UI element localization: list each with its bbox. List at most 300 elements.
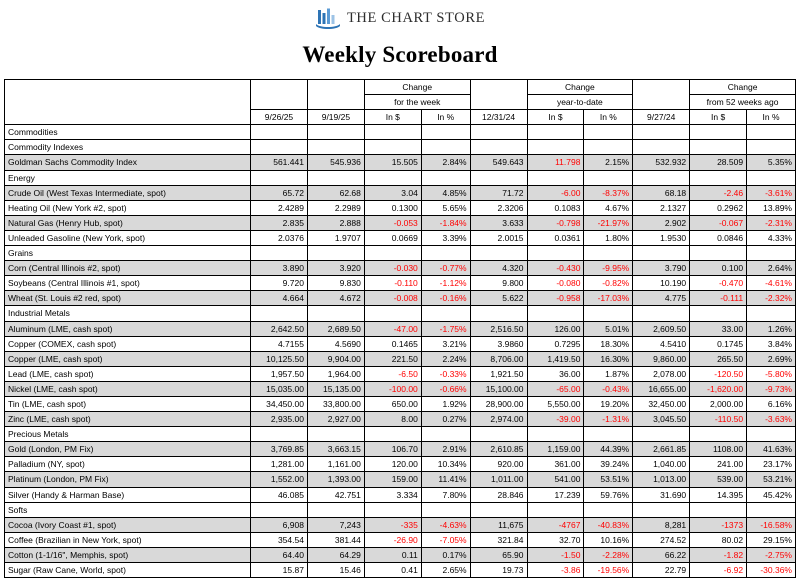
row-label: Aluminum (LME, cash spot) bbox=[5, 321, 251, 336]
row-label: Crude Oil (West Texas Intermediate, spot) bbox=[5, 185, 251, 200]
row-value: 2.4289 bbox=[251, 200, 308, 215]
row-value: 11.41% bbox=[421, 472, 470, 487]
row-value: 1.87% bbox=[584, 366, 633, 381]
row-value: 0.1745 bbox=[690, 336, 747, 351]
row-value: -4.61% bbox=[747, 276, 796, 291]
section-empty-cell bbox=[747, 125, 796, 140]
section-empty-cell bbox=[747, 246, 796, 261]
row-value: 45.42% bbox=[747, 487, 796, 502]
row-value: 2,661.85 bbox=[633, 442, 690, 457]
row-label: Palladium (NY, spot) bbox=[5, 457, 251, 472]
section-empty-cell bbox=[307, 246, 364, 261]
row-value: 9,904.00 bbox=[307, 351, 364, 366]
section-empty-cell bbox=[527, 502, 584, 517]
row-value: 3.920 bbox=[307, 261, 364, 276]
section-empty-cell bbox=[633, 306, 690, 321]
header-group-52w-line1: Change bbox=[690, 80, 796, 95]
row-value: -0.43% bbox=[584, 381, 633, 396]
row-value: 539.00 bbox=[690, 472, 747, 487]
row-value: -1.84% bbox=[421, 215, 470, 230]
row-value: -1.82 bbox=[690, 547, 747, 562]
row-value: -2.75% bbox=[747, 547, 796, 562]
section-empty-cell bbox=[251, 125, 308, 140]
section-empty-cell bbox=[421, 125, 470, 140]
row-value: 2,927.00 bbox=[307, 412, 364, 427]
row-value: 62.68 bbox=[307, 185, 364, 200]
row-value: -3.61% bbox=[747, 185, 796, 200]
row-value: 0.17% bbox=[421, 547, 470, 562]
row-value: -4767 bbox=[527, 517, 584, 532]
row-value: 159.00 bbox=[364, 472, 421, 487]
row-value: 19.20% bbox=[584, 396, 633, 411]
row-label: Wheat (St. Louis #2 red, spot) bbox=[5, 291, 251, 306]
header-group-week-line2: for the week bbox=[364, 95, 470, 110]
header-date-9-26-25: 9/26/25 bbox=[251, 110, 308, 125]
row-value: 3.633 bbox=[470, 215, 527, 230]
row-value: 2,610.85 bbox=[470, 442, 527, 457]
section-label: Softs bbox=[5, 502, 251, 517]
section-label: Commodity Indexes bbox=[5, 140, 251, 155]
table-row bbox=[5, 351, 796, 366]
table-row bbox=[5, 200, 796, 215]
row-value: 71.72 bbox=[470, 185, 527, 200]
table-row bbox=[5, 276, 796, 291]
table-row bbox=[5, 381, 796, 396]
row-value: -19.56% bbox=[584, 563, 633, 578]
row-value: -6.50 bbox=[364, 366, 421, 381]
row-label: Platinum (London, PM Fix) bbox=[5, 472, 251, 487]
section-empty-cell bbox=[470, 502, 527, 517]
row-value: 17.239 bbox=[527, 487, 584, 502]
row-value: 2.84% bbox=[421, 155, 470, 170]
section-empty-cell bbox=[527, 306, 584, 321]
row-value: 3.9860 bbox=[470, 336, 527, 351]
row-value: -4.63% bbox=[421, 517, 470, 532]
row-value: 2.65% bbox=[421, 563, 470, 578]
section-empty-cell bbox=[307, 125, 364, 140]
row-value: -0.958 bbox=[527, 291, 584, 306]
row-value: 4.33% bbox=[747, 230, 796, 245]
row-value: 354.54 bbox=[251, 532, 308, 547]
table-row bbox=[5, 261, 796, 276]
section-empty-cell bbox=[307, 306, 364, 321]
row-value: -2.28% bbox=[584, 547, 633, 562]
header-spacer-date2 bbox=[307, 80, 364, 110]
row-value: -21.97% bbox=[584, 215, 633, 230]
section-empty-cell bbox=[251, 502, 308, 517]
table-row bbox=[5, 517, 796, 532]
header-ytd-in-dollars: In $ bbox=[527, 110, 584, 125]
row-value: 650.00 bbox=[364, 396, 421, 411]
row-value: 1108.00 bbox=[690, 442, 747, 457]
section-empty-cell bbox=[307, 502, 364, 517]
section-empty-cell bbox=[747, 502, 796, 517]
section-row bbox=[5, 125, 796, 140]
row-value: -3.86 bbox=[527, 563, 584, 578]
header-date-9-19-25: 9/19/25 bbox=[307, 110, 364, 125]
row-value: 221.50 bbox=[364, 351, 421, 366]
section-empty-cell bbox=[470, 246, 527, 261]
section-label: Energy bbox=[5, 170, 251, 185]
row-value: 65.72 bbox=[251, 185, 308, 200]
row-value: -0.77% bbox=[421, 261, 470, 276]
section-empty-cell bbox=[584, 502, 633, 517]
row-value: -0.030 bbox=[364, 261, 421, 276]
row-value: 1,159.00 bbox=[527, 442, 584, 457]
row-value: 1,921.50 bbox=[470, 366, 527, 381]
table-row bbox=[5, 442, 796, 457]
row-value: -0.33% bbox=[421, 366, 470, 381]
row-value: 46.085 bbox=[251, 487, 308, 502]
row-value: 1,013.00 bbox=[633, 472, 690, 487]
section-empty-cell bbox=[364, 246, 421, 261]
section-empty-cell bbox=[470, 140, 527, 155]
table-row bbox=[5, 412, 796, 427]
section-empty-cell bbox=[307, 140, 364, 155]
row-value: 361.00 bbox=[527, 457, 584, 472]
header-52w-in-percent: In % bbox=[747, 110, 796, 125]
row-value: 274.52 bbox=[633, 532, 690, 547]
row-value: -30.36% bbox=[747, 563, 796, 578]
row-value: 32.70 bbox=[527, 532, 584, 547]
table-row bbox=[5, 185, 796, 200]
header-corner-cell bbox=[5, 80, 251, 125]
section-empty-cell bbox=[584, 170, 633, 185]
section-empty-cell bbox=[470, 170, 527, 185]
row-value: 545.936 bbox=[307, 155, 364, 170]
row-label: Unleaded Gasoline (New York, spot) bbox=[5, 230, 251, 245]
row-value: 2,642.50 bbox=[251, 321, 308, 336]
table-row bbox=[5, 457, 796, 472]
row-value: -39.00 bbox=[527, 412, 584, 427]
section-empty-cell bbox=[633, 125, 690, 140]
row-value: 0.100 bbox=[690, 261, 747, 276]
section-empty-cell bbox=[747, 427, 796, 442]
section-empty-cell bbox=[690, 502, 747, 517]
section-empty-cell bbox=[251, 306, 308, 321]
row-value: -0.110 bbox=[364, 276, 421, 291]
row-label: Zinc (LME, cash spot) bbox=[5, 412, 251, 427]
row-value: 2,516.50 bbox=[470, 321, 527, 336]
row-value: 80.02 bbox=[690, 532, 747, 547]
row-value: -335 bbox=[364, 517, 421, 532]
row-value: -0.067 bbox=[690, 215, 747, 230]
row-value: 2.1327 bbox=[633, 200, 690, 215]
section-empty-cell bbox=[633, 502, 690, 517]
row-value: 2.69% bbox=[747, 351, 796, 366]
section-empty-cell bbox=[364, 502, 421, 517]
row-value: 1.9707 bbox=[307, 230, 364, 245]
row-value: 7,243 bbox=[307, 517, 364, 532]
section-empty-cell bbox=[690, 427, 747, 442]
section-empty-cell bbox=[251, 427, 308, 442]
header-week-in-dollars: In $ bbox=[364, 110, 421, 125]
row-value: 1,281.00 bbox=[251, 457, 308, 472]
row-value: 8,706.00 bbox=[470, 351, 527, 366]
row-value: 0.1465 bbox=[364, 336, 421, 351]
row-label: Natural Gas (Henry Hub, spot) bbox=[5, 215, 251, 230]
row-value: 2.2989 bbox=[307, 200, 364, 215]
section-empty-cell bbox=[421, 140, 470, 155]
row-value: 2.15% bbox=[584, 155, 633, 170]
table-row bbox=[5, 396, 796, 411]
row-value: 3,769.85 bbox=[251, 442, 308, 457]
row-value: 1,419.50 bbox=[527, 351, 584, 366]
row-value: 0.1083 bbox=[527, 200, 584, 215]
row-label: Coffee (Brazilian in New York, spot) bbox=[5, 532, 251, 547]
row-value: -65.00 bbox=[527, 381, 584, 396]
row-value: 4.664 bbox=[251, 291, 308, 306]
row-value: 5,550.00 bbox=[527, 396, 584, 411]
section-empty-cell bbox=[364, 306, 421, 321]
row-label: Cocoa (Ivory Coast #1, spot) bbox=[5, 517, 251, 532]
row-value: 4.85% bbox=[421, 185, 470, 200]
row-value: 10.190 bbox=[633, 276, 690, 291]
row-value: 2.835 bbox=[251, 215, 308, 230]
row-value: -47.00 bbox=[364, 321, 421, 336]
row-value: 3.790 bbox=[633, 261, 690, 276]
row-value: 241.00 bbox=[690, 457, 747, 472]
row-value: -3.63% bbox=[747, 412, 796, 427]
row-value: 64.29 bbox=[307, 547, 364, 562]
header-ytd-in-percent: In % bbox=[584, 110, 633, 125]
row-value: -110.50 bbox=[690, 412, 747, 427]
table-row bbox=[5, 336, 796, 351]
brand-header bbox=[0, 0, 800, 30]
section-empty-cell bbox=[633, 170, 690, 185]
row-value: 15,135.00 bbox=[307, 381, 364, 396]
section-empty-cell bbox=[584, 246, 633, 261]
section-row bbox=[5, 170, 796, 185]
section-empty-cell bbox=[690, 170, 747, 185]
row-value: 1,552.00 bbox=[251, 472, 308, 487]
row-value: 34,450.00 bbox=[251, 396, 308, 411]
row-value: 561.441 bbox=[251, 155, 308, 170]
row-value: 0.0361 bbox=[527, 230, 584, 245]
header-spacer-date1 bbox=[251, 80, 308, 110]
table-row bbox=[5, 532, 796, 547]
row-value: -1373 bbox=[690, 517, 747, 532]
header-group-ytd-line2: year-to-date bbox=[527, 95, 633, 110]
row-value: 381.44 bbox=[307, 532, 364, 547]
row-value: 2.3206 bbox=[470, 200, 527, 215]
table-row bbox=[5, 563, 796, 578]
row-value: 1,161.00 bbox=[307, 457, 364, 472]
row-label: Nickel (LME, cash spot) bbox=[5, 381, 251, 396]
section-empty-cell bbox=[747, 140, 796, 155]
row-value: -0.111 bbox=[690, 291, 747, 306]
section-empty-cell bbox=[364, 140, 421, 155]
row-value: 0.2962 bbox=[690, 200, 747, 215]
row-value: -0.798 bbox=[527, 215, 584, 230]
page-title: Weekly Scoreboard bbox=[302, 42, 498, 67]
header-spacer-date3 bbox=[470, 80, 527, 110]
row-value: 3,663.15 bbox=[307, 442, 364, 457]
row-value: -40.83% bbox=[584, 517, 633, 532]
row-value: 1,964.00 bbox=[307, 366, 364, 381]
row-value: 4.7155 bbox=[251, 336, 308, 351]
row-value: 36.00 bbox=[527, 366, 584, 381]
row-value: 106.70 bbox=[364, 442, 421, 457]
row-value: 19.73 bbox=[470, 563, 527, 578]
row-value: 11,675 bbox=[470, 517, 527, 532]
row-value: 32,450.00 bbox=[633, 396, 690, 411]
row-value: -7.05% bbox=[421, 532, 470, 547]
row-value: 4.672 bbox=[307, 291, 364, 306]
section-empty-cell bbox=[747, 170, 796, 185]
row-value: 64.40 bbox=[251, 547, 308, 562]
row-value: 28.846 bbox=[470, 487, 527, 502]
row-value: -16.58% bbox=[747, 517, 796, 532]
row-value: 2.91% bbox=[421, 442, 470, 457]
section-empty-cell bbox=[421, 246, 470, 261]
row-value: 29.15% bbox=[747, 532, 796, 547]
row-label: Lead (LME, cash spot) bbox=[5, 366, 251, 381]
row-value: 2,000.00 bbox=[690, 396, 747, 411]
row-value: 15.46 bbox=[307, 563, 364, 578]
row-value: 4.5690 bbox=[307, 336, 364, 351]
row-value: 41.63% bbox=[747, 442, 796, 457]
row-value: 549.643 bbox=[470, 155, 527, 170]
table-header-group-row bbox=[5, 80, 796, 95]
table-row bbox=[5, 321, 796, 336]
section-empty-cell bbox=[364, 125, 421, 140]
row-value: 8,281 bbox=[633, 517, 690, 532]
row-value: -0.080 bbox=[527, 276, 584, 291]
row-value: -2.46 bbox=[690, 185, 747, 200]
row-label: Soybeans (Central Illinois #1, spot) bbox=[5, 276, 251, 291]
row-value: -26.90 bbox=[364, 532, 421, 547]
section-empty-cell bbox=[633, 427, 690, 442]
row-label: Silver (Handy & Harman Base) bbox=[5, 487, 251, 502]
row-value: -0.82% bbox=[584, 276, 633, 291]
row-value: 1,393.00 bbox=[307, 472, 364, 487]
section-empty-cell bbox=[527, 170, 584, 185]
brand-name: THE CHART STORE bbox=[346, 10, 486, 26]
row-value: 0.27% bbox=[421, 412, 470, 427]
row-label: Tin (LME, cash spot) bbox=[5, 396, 251, 411]
row-value: 0.41 bbox=[364, 563, 421, 578]
section-empty-cell bbox=[690, 140, 747, 155]
section-empty-cell bbox=[307, 427, 364, 442]
row-value: 1,957.50 bbox=[251, 366, 308, 381]
row-value: 3.84% bbox=[747, 336, 796, 351]
row-value: 0.11 bbox=[364, 547, 421, 562]
row-value: 5.01% bbox=[584, 321, 633, 336]
row-value: 23.17% bbox=[747, 457, 796, 472]
row-value: -0.430 bbox=[527, 261, 584, 276]
section-empty-cell bbox=[421, 170, 470, 185]
row-value: 2,609.50 bbox=[633, 321, 690, 336]
section-empty-cell bbox=[584, 427, 633, 442]
row-value: 13.89% bbox=[747, 200, 796, 215]
section-empty-cell bbox=[690, 306, 747, 321]
section-empty-cell bbox=[584, 306, 633, 321]
row-value: 44.39% bbox=[584, 442, 633, 457]
row-value: 2,935.00 bbox=[251, 412, 308, 427]
row-value: -1,620.00 bbox=[690, 381, 747, 396]
section-empty-cell bbox=[584, 140, 633, 155]
row-value: 22.79 bbox=[633, 563, 690, 578]
section-empty-cell bbox=[633, 140, 690, 155]
row-value: 532.932 bbox=[633, 155, 690, 170]
section-empty-cell bbox=[584, 125, 633, 140]
row-value: 6.16% bbox=[747, 396, 796, 411]
row-value: 66.22 bbox=[633, 547, 690, 562]
section-empty-cell bbox=[527, 246, 584, 261]
row-value: 0.0669 bbox=[364, 230, 421, 245]
row-value: -1.12% bbox=[421, 276, 470, 291]
row-value: 4.775 bbox=[633, 291, 690, 306]
row-value: 16,655.00 bbox=[633, 381, 690, 396]
row-value: 3.890 bbox=[251, 261, 308, 276]
section-empty-cell bbox=[364, 427, 421, 442]
section-empty-cell bbox=[421, 427, 470, 442]
row-value: 2,689.50 bbox=[307, 321, 364, 336]
row-value: 15,100.00 bbox=[470, 381, 527, 396]
row-value: -5.80% bbox=[747, 366, 796, 381]
row-value: 4.5410 bbox=[633, 336, 690, 351]
row-value: 39.24% bbox=[584, 457, 633, 472]
row-value: -1.75% bbox=[421, 321, 470, 336]
row-value: 4.320 bbox=[470, 261, 527, 276]
row-value: -0.053 bbox=[364, 215, 421, 230]
header-date-9-27-24: 9/27/24 bbox=[633, 110, 690, 125]
row-value: -0.66% bbox=[421, 381, 470, 396]
row-value: 1.26% bbox=[747, 321, 796, 336]
row-label: Cotton (1-1/16", Memphis, spot) bbox=[5, 547, 251, 562]
row-value: 65.90 bbox=[470, 547, 527, 562]
section-row bbox=[5, 427, 796, 442]
row-value: 15,035.00 bbox=[251, 381, 308, 396]
row-value: 1,011.00 bbox=[470, 472, 527, 487]
section-empty-cell bbox=[633, 246, 690, 261]
row-value: 120.00 bbox=[364, 457, 421, 472]
row-value: 5.622 bbox=[470, 291, 527, 306]
row-value: 1.92% bbox=[421, 396, 470, 411]
section-empty-cell bbox=[251, 170, 308, 185]
table-row bbox=[5, 487, 796, 502]
row-value: 2.24% bbox=[421, 351, 470, 366]
row-value: 7.80% bbox=[421, 487, 470, 502]
row-value: 33,800.00 bbox=[307, 396, 364, 411]
row-value: 2.888 bbox=[307, 215, 364, 230]
section-row bbox=[5, 502, 796, 517]
row-value: 5.65% bbox=[421, 200, 470, 215]
row-value: 2.0376 bbox=[251, 230, 308, 245]
row-value: 2,078.00 bbox=[633, 366, 690, 381]
header-group-52w-line2: from 52 weeks ago bbox=[690, 95, 796, 110]
section-empty-cell bbox=[307, 170, 364, 185]
row-value: -120.50 bbox=[690, 366, 747, 381]
table-row bbox=[5, 155, 796, 170]
row-value: 2.0015 bbox=[470, 230, 527, 245]
row-value: 1,040.00 bbox=[633, 457, 690, 472]
row-value: 1.80% bbox=[584, 230, 633, 245]
row-label: Copper (LME, cash spot) bbox=[5, 351, 251, 366]
row-value: 2.902 bbox=[633, 215, 690, 230]
section-empty-cell bbox=[251, 246, 308, 261]
row-value: -0.16% bbox=[421, 291, 470, 306]
section-empty-cell bbox=[527, 427, 584, 442]
row-value: 15.505 bbox=[364, 155, 421, 170]
section-empty-cell bbox=[690, 246, 747, 261]
section-row bbox=[5, 246, 796, 261]
row-value: 16.30% bbox=[584, 351, 633, 366]
row-value: 265.50 bbox=[690, 351, 747, 366]
row-value: 3.21% bbox=[421, 336, 470, 351]
row-value: 3.39% bbox=[421, 230, 470, 245]
